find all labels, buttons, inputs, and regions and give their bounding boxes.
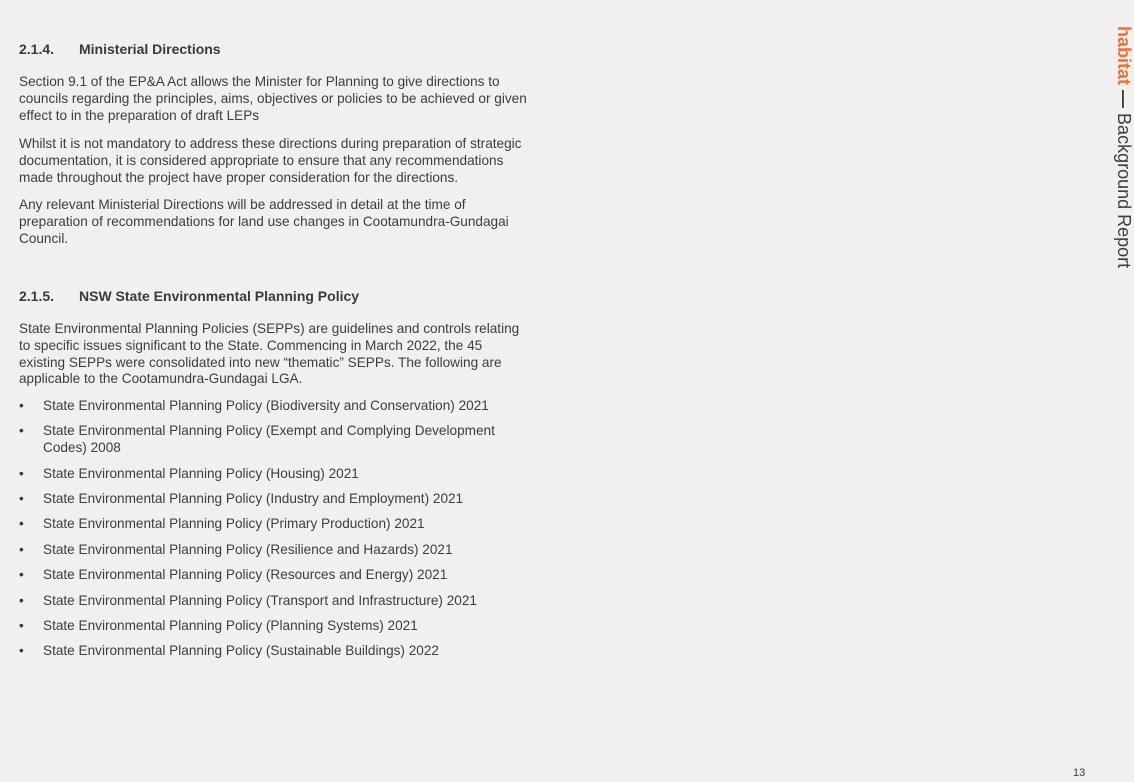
list-item — [19, 398, 531, 415]
report-title: Background Report — [1114, 113, 1134, 269]
bullet-symbol: • — [19, 516, 24, 532]
list-item — [19, 542, 531, 559]
bullet-symbol: • — [19, 592, 24, 608]
list-item — [19, 643, 531, 660]
paragraph: Any relevant Ministerial Directions will be addressed in detail at the time of preparation of recommendations for land use changes in Cootamundra-Gundagai Council. — [19, 197, 509, 246]
sidebar-report-title — [1113, 26, 1134, 268]
list-item-text: State Environmental Planning Policy (Transport and Infrastructure) 2021 — [43, 592, 477, 608]
paragraph: Section 9.1 of the EP&A Act allows the Minister for Planning to give directions to councils regarding the principles, aims, objectives or policies to be achieved or given effect to in the preparation of draft LEPs — [19, 74, 527, 123]
bullet-symbol: • — [19, 423, 24, 439]
bullet-symbol: • — [19, 617, 24, 633]
section-number: 2.1.5. — [19, 288, 55, 304]
bullet-symbol: • — [19, 643, 24, 659]
list-item-text: State Environmental Planning Policy (Industry and Employment) 2021 — [43, 490, 464, 506]
section-title: Ministerial Directions — [79, 41, 221, 57]
bullet-symbol: • — [19, 490, 24, 506]
list-item — [19, 567, 531, 584]
list-item-text: State Environmental Planning Policy (Biodiversity and Conservation) 2021 — [43, 398, 489, 413]
list-item-text: State Environmental Planning Policy (Exempt and Complying Development Codes) 2008 — [43, 423, 495, 456]
brand-logo-text: habitat — [1114, 26, 1134, 86]
list-item — [19, 423, 531, 457]
section-number: 2.1.4. — [19, 41, 55, 57]
list-item-text: State Environmental Planning Policy (Resources and Energy) 2021 — [43, 567, 448, 583]
paragraph: State Environmental Planning Policies (SEPPs) are guidelines and controls relating to specific issues significant to the State. Commencing in March 2022, the 45 existing SEPPs were consolidated into new “thematic” SEPPs. The following are applicable to the Cootamundra-Gundagai LGA. — [19, 321, 520, 387]
bullet-symbol: • — [19, 398, 24, 413]
list-item — [19, 593, 531, 610]
bullet-symbol: • — [19, 541, 24, 557]
list-item-text: State Environmental Planning Policy (Sustainable Buildings) 2022 — [43, 643, 439, 659]
list-item-text: State Environmental Planning Policy (Housing) 2021 — [43, 465, 359, 481]
section-heading-nsw-sepp — [19, 288, 359, 305]
page-number: 13 — [1073, 767, 1086, 779]
list-item-text: State Environmental Planning Policy (Planning Systems) 2021 — [43, 617, 418, 633]
paragraph: Whilst it is not mandatory to address these directions during preparation of strategic documentation, it is considered appropriate to ensure that any recommendations made throughout the project have proper consideration for the directions. — [19, 136, 522, 185]
section-heading-ministerial-directions — [19, 41, 221, 58]
sepp-list — [19, 398, 531, 669]
list-item-text: State Environmental Planning Policy (Resilience and Hazards) 2021 — [43, 541, 453, 557]
brand-separator: — — [1114, 90, 1134, 109]
list-item-text: State Environmental Planning Policy (Primary Production) 2021 — [43, 516, 425, 532]
list-item — [19, 618, 531, 635]
list-item — [19, 491, 531, 508]
bullet-symbol: • — [19, 465, 24, 481]
list-item — [19, 516, 531, 533]
bullet-symbol: • — [19, 567, 24, 583]
list-item — [19, 466, 531, 483]
section-title: NSW State Environmental Planning Policy — [79, 288, 360, 304]
